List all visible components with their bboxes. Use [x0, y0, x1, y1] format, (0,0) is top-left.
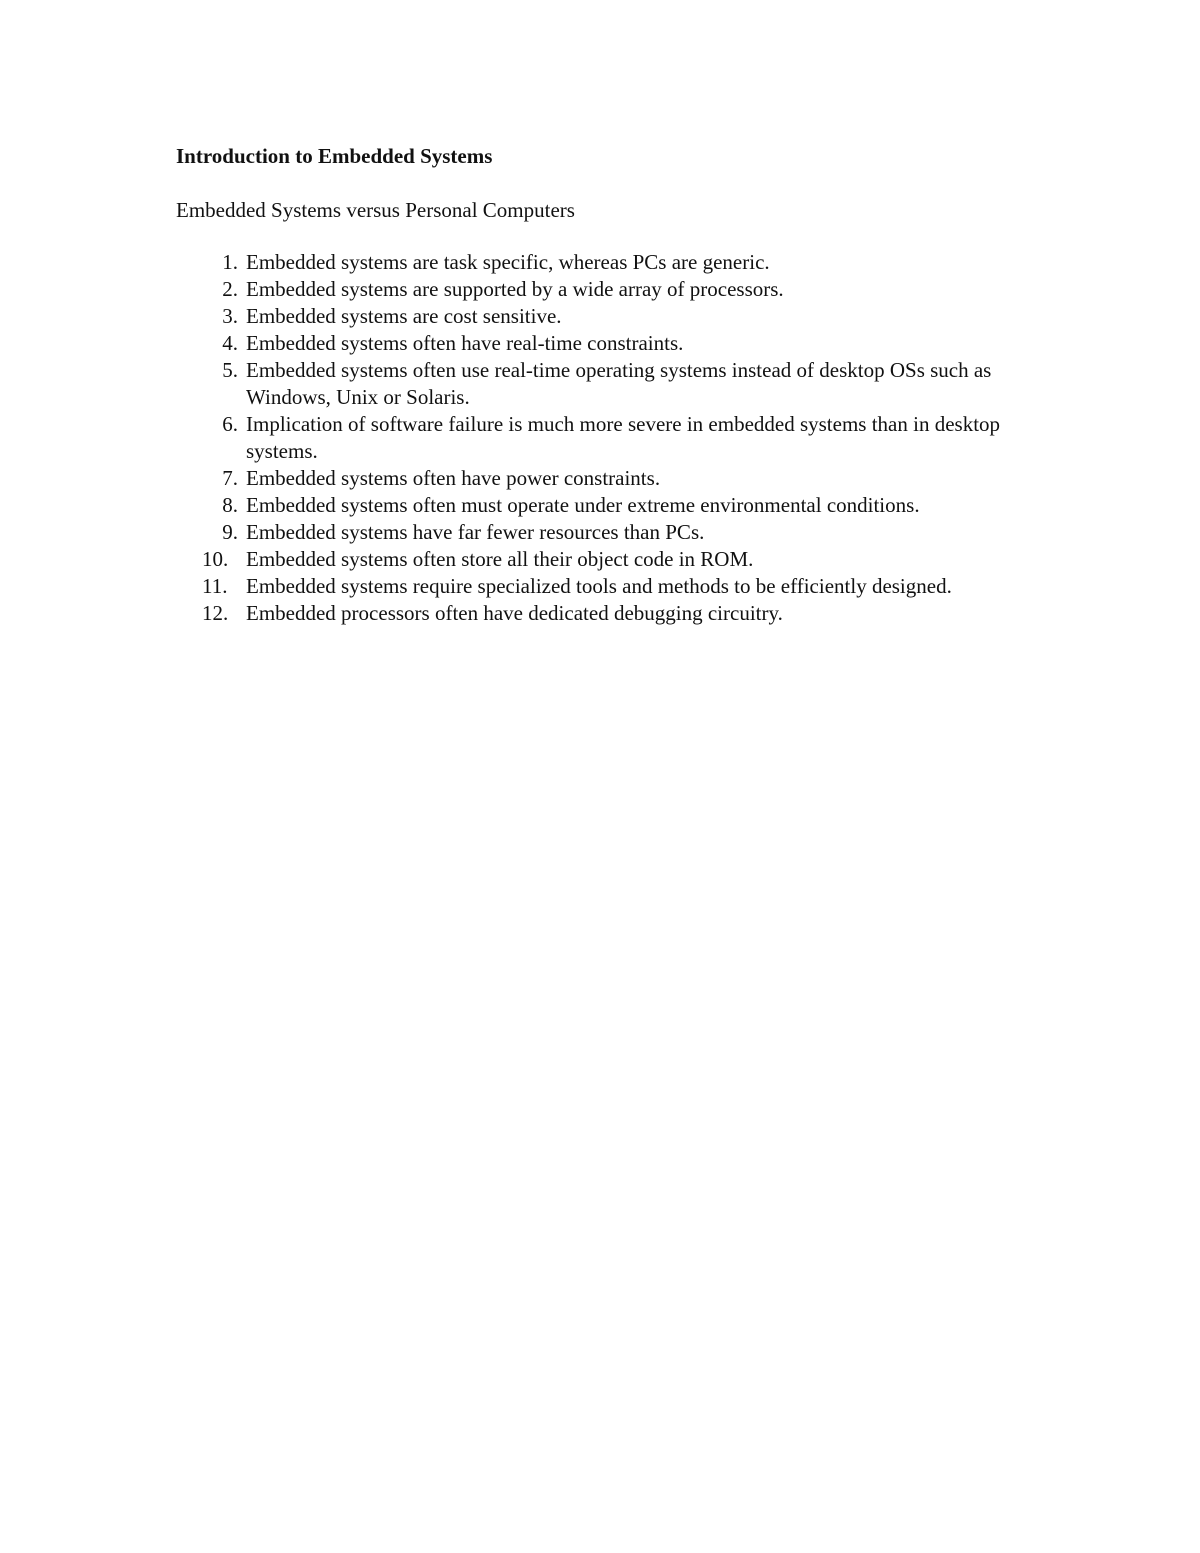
list-item — [176, 492, 1036, 519]
list-item — [176, 519, 1036, 546]
list-item-number: 8. — [222, 493, 238, 517]
numbered-list — [176, 249, 1036, 627]
list-item-text: Embedded systems often store all their object code in ROM. — [246, 547, 754, 571]
document-subtitle: Embedded Systems versus Personal Computers — [176, 198, 575, 222]
list-item-number: 3. — [222, 304, 238, 328]
list-item-number: 5. — [222, 358, 238, 382]
list-item — [176, 330, 1036, 357]
list-item-number: 6. — [222, 412, 238, 436]
list-item — [176, 249, 1036, 276]
list-item-number: 4. — [222, 331, 238, 355]
list-item — [176, 276, 1036, 303]
list-item-text: Embedded systems are task specific, whereas PCs are generic. — [246, 250, 770, 274]
list-item-text: Embedded systems have far fewer resources than PCs. — [246, 520, 705, 544]
list-item-text: Embedded systems are cost sensitive. — [246, 304, 562, 328]
list-item-text: Implication of software failure is much more severe in embedded systems than in desktop systems. — [246, 412, 1001, 463]
document-title: Introduction to Embedded Systems — [176, 144, 493, 168]
list-item-text: Embedded systems are supported by a wide array of processors. — [246, 277, 784, 301]
list-item-number: 11. — [202, 574, 228, 598]
list-item — [176, 546, 1036, 573]
list-item — [176, 600, 1036, 627]
list-item-text: Embedded systems often use real-time operating systems instead of desktop OSs such as Windows, Unix or Solaris. — [246, 358, 992, 409]
list-item-text: Embedded systems require specialized tools and methods to be efficiently designed. — [246, 574, 952, 598]
list-item-text: Embedded systems often have real-time constraints. — [246, 331, 684, 355]
list-item — [176, 411, 1036, 465]
list-item-number: 12. — [202, 601, 229, 625]
list-item — [176, 303, 1036, 330]
list-item — [176, 573, 1036, 600]
list-item-number: 2. — [222, 277, 238, 301]
document-body — [176, 141, 1036, 627]
list-item-text: Embedded systems often have power constraints. — [246, 466, 661, 490]
list-item-text: Embedded systems often must operate under extreme environmental conditions. — [246, 493, 920, 517]
list-item-number: 7. — [222, 466, 238, 490]
list-item-number: 9. — [222, 520, 238, 544]
list-item-text: Embedded processors often have dedicated debugging circuitry. — [246, 601, 783, 625]
list-item — [176, 357, 1036, 411]
list-item-number: 1. — [222, 250, 238, 274]
list-item — [176, 465, 1036, 492]
list-item-number: 10. — [202, 547, 229, 571]
